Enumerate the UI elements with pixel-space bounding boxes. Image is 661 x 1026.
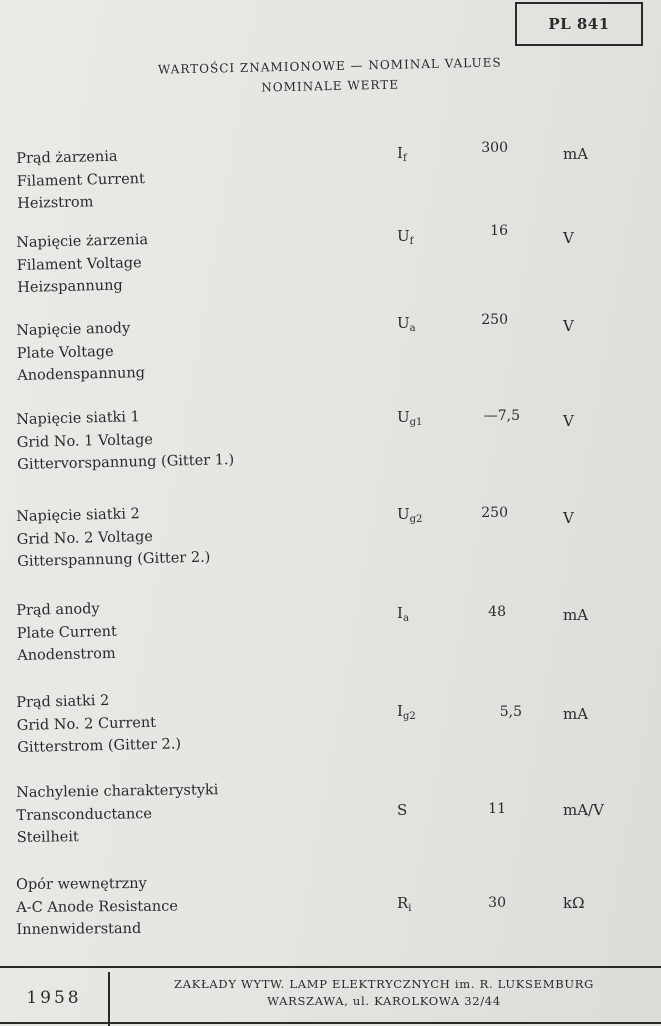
parameter-value: 11 [488,801,506,817]
label-en: Plate Voltage [16,343,114,362]
manufacturer-address: WARSZAWA, ul. KAROLKOWA 32/44 [267,994,501,1008]
header-line-2: NOMINALE WERTE [261,77,400,95]
publication-year: 1958 [26,988,82,1008]
parameter-value: 300 [481,140,508,156]
label-en: Plate Current [16,623,118,642]
label-en: Filament Voltage [16,254,142,274]
parameter-symbol: $R_i$ [397,894,412,914]
parameter-row-plate-voltage [0,312,661,398]
parameter-symbol: $I_{g2}$ [397,702,416,722]
parameter-symbol: $U_f$ [397,227,414,247]
parameter-labels [16,502,211,574]
footer [0,966,661,1024]
parameter-unit: V [563,509,574,527]
parameter-unit: V [563,229,574,247]
parameter-labels [16,145,146,215]
parameter-symbol: S [397,801,408,819]
parameter-row-grid2-voltage [0,504,661,584]
parameter-labels [16,229,149,299]
parameter-symbol: $U_a$ [397,314,416,334]
label-en: Grid No. 1 Voltage [16,431,154,451]
label-pl: Napięcie siatki 2 [16,506,140,525]
label-en: Filament Current [16,170,146,190]
label-de: Heizspannung [17,277,123,296]
parameter-symbol: $I_a$ [397,604,409,624]
parameter-row-grid1-voltage [0,408,661,488]
parameter-row-filament-current [0,140,661,226]
label-de: Steilheit [16,829,79,846]
parameter-labels [16,779,219,849]
parameter-labels [16,404,234,476]
footer-divider [108,972,110,1026]
section-header [80,51,581,101]
label-pl: Napięcie anody [16,320,131,339]
parameter-value: —7,5 [483,408,520,424]
label-pl: Nachylenie charakterystyki [16,782,219,801]
manufacturer [114,976,654,1010]
label-en: Transconductance [16,805,153,824]
tube-type: PL 841 [548,15,610,33]
parameter-symbol: $U_{g2}$ [397,505,423,525]
label-de: Gitterstrom (Gitter 2.) [17,736,182,756]
header-line-1: WARTOŚCI ZNAMIONOWE — NOMINAL VALUES [157,55,502,77]
parameter-row-grid2-current [0,692,661,772]
parameter-row-plate-current [0,600,661,680]
parameter-value: 48 [488,604,506,620]
parameter-value: 30 [488,895,506,911]
parameter-value: 250 [481,505,508,521]
label-de: Gittervorspannung (Gitter 1.) [17,452,235,473]
parameter-unit: mA [563,606,589,624]
label-de: Anodenstrom [17,645,116,664]
label-pl: Prąd anody [16,601,100,619]
parameter-labels [16,598,118,668]
parameter-row-filament-voltage [0,223,661,310]
label-en: Grid No. 2 Voltage [16,528,154,548]
parameter-symbol: $I_f$ [397,144,407,164]
parameter-unit: V [563,412,574,430]
parameter-labels [16,317,145,387]
parameter-unit: V [563,317,574,335]
label-de: Gitterspannung (Gitter 2.) [17,549,211,570]
parameter-value: 250 [481,312,508,328]
label-en: A-C Anode Resistance [16,898,178,916]
parameter-unit: kΩ [563,894,585,912]
label-pl: Prąd żarzenia [16,148,118,167]
parameter-unit: mA/V [563,801,604,819]
label-de: Anodenspannung [17,365,146,384]
parameter-value: 5,5 [499,704,522,720]
label-pl: Opór wewnętrzny [16,875,147,893]
parameter-symbol: $U_{g1}$ [397,408,423,428]
parameter-unit: mA [563,145,589,163]
parameter-row-transconductance [0,782,661,862]
parameter-row-anode-resistance [0,874,661,954]
parameter-labels [16,873,178,942]
parameter-value: 16 [490,223,508,239]
manufacturer-name: ZAKŁADY WYTW. LAMP ELEKTRYCZNYCH im. R. LUKSEMBURG [174,977,594,991]
label-de: Heizstrom [17,194,94,212]
label-pl: Napięcie siatki 1 [16,409,140,428]
tube-type-box [515,2,643,46]
label-de: Innenwiderstand [16,920,142,938]
label-pl: Prąd siatki 2 [16,692,110,711]
parameter-labels [16,688,181,759]
label-pl: Napięcie żarzenia [16,232,149,251]
parameter-unit: mA [563,705,589,723]
label-en: Grid No. 2 Current [16,714,157,734]
